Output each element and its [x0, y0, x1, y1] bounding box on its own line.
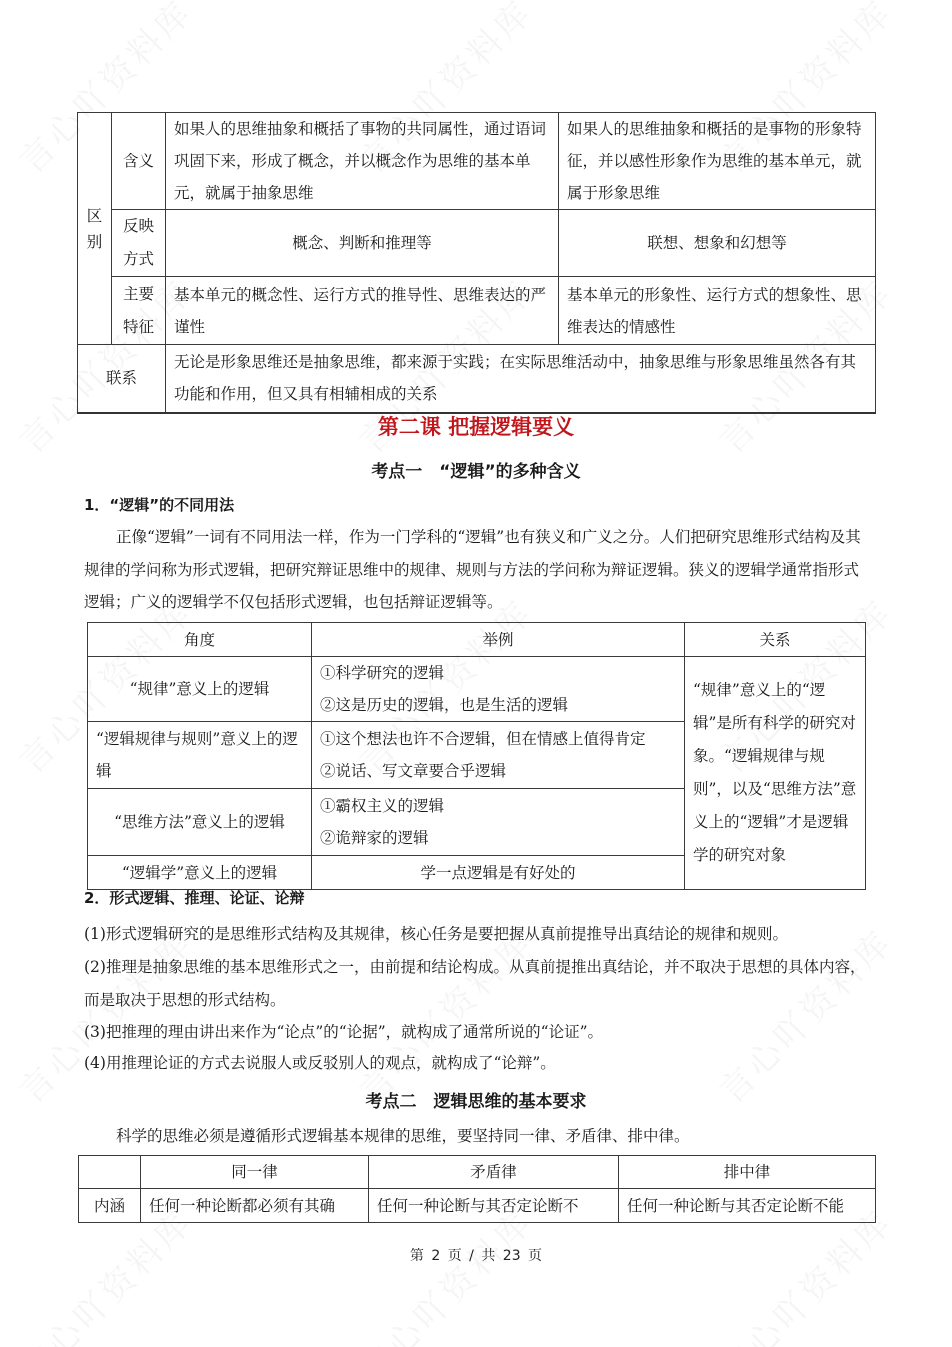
- abstract-feature-cell: 基本单元的概念性、运行方式的推导性、思维表达的严谨性: [166, 277, 559, 345]
- section-title-kaodian2: 考点二 逻辑思维的基本要求: [365, 1092, 587, 1112]
- list-item: (1)形式逻辑研究的是思维形式结构及其规律，核心任务是要把握从真前提推导出真结论的规律和规则。: [84, 925, 788, 943]
- paragraph-intro: 科学的思维必须是遵循形式逻辑基本规律的思维，要坚持同一律、矛盾律、排中律。: [116, 1127, 690, 1145]
- example-item: ②诡辩家的逻辑: [320, 829, 429, 847]
- column-header-contradiction: 矛盾律: [369, 1156, 619, 1189]
- examples-cell: [312, 789, 685, 856]
- row-label: 含义: [122, 151, 154, 170]
- relation-text-cell: 无论是形象思维还是抽象思维，都来源于实践；在实际思维活动中，抽象思维与形象思维虽然各有其功能和作用，但又具有相辅相成的关系: [166, 345, 876, 413]
- contradiction-cell: 任何一种论断与其否定论断不: [369, 1189, 619, 1223]
- table-row: [78, 210, 876, 277]
- column-header-angle: 角度: [88, 623, 312, 657]
- angle-cell: “规律”意义上的逻辑: [88, 657, 312, 722]
- group-label-char: 别: [86, 232, 103, 251]
- table-row: [88, 657, 866, 722]
- relation-label-cell: 联系: [78, 345, 166, 413]
- row-label: 特征: [122, 317, 154, 336]
- image-method-cell: 联想、想象和幻想等: [559, 210, 876, 277]
- example-item: ②这是历史的逻辑，也是生活的逻辑: [320, 696, 569, 714]
- column-header-identity: 同一律: [141, 1156, 369, 1189]
- list-item: (4)用推理论证的方式去说服人或反驳别人的观点，就构成了“论辩”。: [84, 1054, 556, 1072]
- example-item: ①科学研究的逻辑: [320, 664, 445, 682]
- example-item: ①这个想法也许不合逻辑，但在情感上值得肯定: [320, 730, 646, 748]
- image-feature-cell: 基本单元的形象性、运行方式的想象性、思维表达的情感性: [559, 277, 876, 345]
- row-label: 方式: [122, 250, 154, 268]
- angle-cell: “逻辑规律与规则”意义上的逻辑: [88, 722, 312, 789]
- table-header-row: [88, 623, 866, 657]
- examples-cell: [312, 657, 685, 722]
- example-item: ②说话、写文章要合乎逻辑: [320, 762, 507, 780]
- row-label-cell: [112, 113, 166, 210]
- subsection-heading-2: 2．形式逻辑、推理、论证、论辩: [84, 889, 305, 907]
- table-row: [78, 113, 876, 210]
- group-label-cell: [78, 113, 112, 345]
- logic-meanings-table: [87, 622, 866, 890]
- angle-cell: “逻辑学”意义上的逻辑: [88, 856, 312, 890]
- row-label: 主要: [122, 284, 154, 303]
- list-item: (3)把推理的理由讲出来作为“论点”的“论据”，就构成了通常所说的“论证”。: [84, 1023, 604, 1041]
- thinking-comparison-table: [77, 112, 876, 414]
- examples-cell: 学一点逻辑是有好处的: [312, 856, 685, 890]
- row-label-cell: [112, 210, 166, 277]
- table-row: [78, 277, 876, 345]
- abstract-meaning-cell: 如果人的思维抽象和概括了事物的共同属性，通过语词巩固下来，形成了概念，并以概念作为思维的基本单元，就属于抽象思维: [166, 113, 559, 210]
- list-item: (2)推理是抽象思维的基本思维形式之一，由前提和结论构成。从真前提推出真结论，并不取决于思想的具体内容，而是取决于思想的形式结构。: [84, 958, 866, 1009]
- abstract-method-cell: 概念、判断和推理等: [166, 210, 559, 277]
- section-title-kaodian1: 考点一 “逻辑”的多种含义: [371, 462, 581, 482]
- examples-cell: [312, 722, 685, 789]
- column-header-blank: [79, 1156, 141, 1189]
- row-label: 反映: [122, 217, 154, 235]
- row-label-cell: [112, 277, 166, 345]
- excluded-middle-cell: 任何一种论断与其否定论断不能: [619, 1189, 876, 1223]
- column-header-examples: 举例: [312, 623, 685, 657]
- table-row: [78, 345, 876, 413]
- column-header-relation: 关系: [685, 623, 866, 657]
- angle-cell: “思维方法”意义上的逻辑: [88, 789, 312, 856]
- example-item: ①霸权主义的逻辑: [320, 797, 445, 815]
- table-header-row: [79, 1156, 876, 1189]
- page-footer: 第 2 页 / 共 23 页: [409, 1248, 543, 1264]
- identity-cell: 任何一种论断都必须有其确: [141, 1189, 369, 1223]
- row-label-cell: 内涵: [79, 1189, 141, 1223]
- table-row: [79, 1189, 876, 1223]
- column-header-excluded-middle: 排中律: [619, 1156, 876, 1189]
- group-label-char: 区: [86, 206, 103, 225]
- image-meaning-cell: 如果人的思维抽象和概括的是事物的形象特征，并以感性形象作为思维的基本单元，就属于形象思维: [559, 113, 876, 210]
- paragraph-logic-usage: 正像“逻辑”一词有不同用法一样，作为一门学科的“逻辑”也有狭义和广义之分。人们把研究思维形式结构及其规律的学问称为形式逻辑，把研究辩证思维中的规律、规则与方法的学问称为辩证逻辑。狭义的逻辑学通常指形式逻辑；广义的逻辑学不仅包括形式逻辑，也包括辩证逻辑等。: [84, 528, 861, 611]
- logic-laws-table: [78, 1155, 876, 1223]
- relation-cell: “规律”意义上的“逻辑”是所有科学的研究对象。“逻辑规律与规则”，以及“思维方法”意义上的“逻辑”才是逻辑学的研究对象: [685, 657, 866, 890]
- subsection-heading-1: 1．“逻辑”的不同用法: [84, 496, 235, 514]
- lesson-title: 第二课 把握逻辑要义: [377, 415, 575, 439]
